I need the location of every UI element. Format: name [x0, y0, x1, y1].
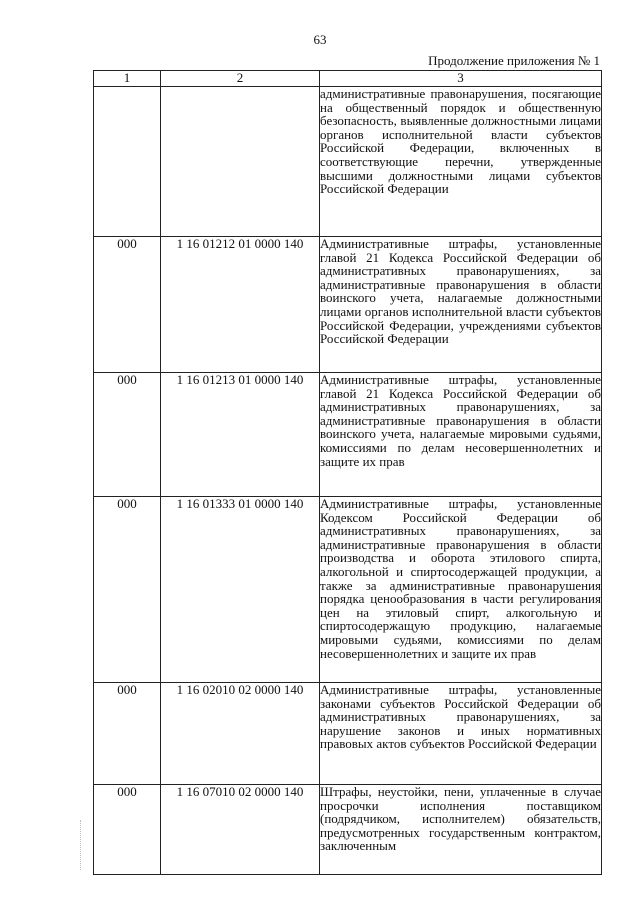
- admin-code-cell: 000: [94, 237, 161, 373]
- budget-code-cell: 1 16 01212 01 0000 140: [161, 237, 320, 373]
- budget-code-cell: [161, 87, 320, 237]
- table-row: [94, 87, 602, 237]
- table-row: [94, 683, 602, 785]
- column-header-3: 3: [320, 71, 602, 87]
- table-row: [94, 497, 602, 683]
- table-row: [94, 785, 602, 875]
- revenue-name-cell: Административные штрафы, установленные главой 21 Кодекса Российской Федерации об административных правонарушениях, за административные правонарушения в области воинского учета, налагаемые мировыми судьями, комиссиями по делам несовершеннолетних и защите их прав: [320, 373, 602, 497]
- revenue-name-cell: административные правонарушения, посягающие на общественный порядок и общественную безопасность, выявленные должностными лицами органов исполнительной власти субъектов Российской Федерации, включенных в соответствующие перечни, утвержденные высшими должностными лицами субъектов Российской Федерации: [320, 87, 602, 237]
- column-header-2: 2: [161, 71, 320, 87]
- admin-code-cell: [94, 87, 161, 237]
- column-header-1: 1: [94, 71, 161, 87]
- budget-code-cell: 1 16 01213 01 0000 140: [161, 373, 320, 497]
- budget-codes-table: [93, 70, 602, 875]
- admin-code-cell: 000: [94, 373, 161, 497]
- budget-code-cell: 1 16 02010 02 0000 140: [161, 683, 320, 785]
- revenue-name-cell: Административные штрафы, установленные законами субъектов Российской Федерации об административных правонарушениях, за нарушение законов и иных нормативных правовых актов субъектов Российской Федерации: [320, 683, 602, 785]
- revenue-name-cell: Административные штрафы, установленные Кодексом Российской Федерации об административных правонарушениях, за административные правонарушения в области производства и оборота этилового спирта, алкогольной и спиртосодержащей продукции, а также за административные правонарушения порядка ценообразования в части регулирования цен на этиловый спирт, алкогольную и спиртосодержащую продукцию, налагаемые мировыми судьями, комиссиями по делам несовершеннолетних и защите их прав: [320, 497, 602, 683]
- admin-code-cell: 000: [94, 497, 161, 683]
- budget-code-cell: 1 16 07010 02 0000 140: [161, 785, 320, 875]
- revenue-name-cell: Штрафы, неустойки, пени, уплаченные в случае просрочки исполнения поставщиком (подрядчиком, исполнителем) обязательств, предусмотренных государственным контрактом, заключенным: [320, 785, 602, 875]
- table-header-row: [94, 71, 602, 87]
- admin-code-cell: 000: [94, 785, 161, 875]
- table-row: [94, 237, 602, 373]
- binding-margin-mark: [80, 820, 82, 870]
- budget-code-cell: 1 16 01333 01 0000 140: [161, 497, 320, 683]
- admin-code-cell: 000: [94, 683, 161, 785]
- appendix-continuation-label: Продолжение приложения № 1: [428, 53, 600, 68]
- page-number: 63: [313, 32, 327, 47]
- revenue-name-cell: Административные штрафы, установленные главой 21 Кодекса Российской Федерации об административных правонарушениях, за административные правонарушения в области воинского учета, налагаемые должностными лицами органов исполнительной власти субъектов Российской Федерации, учреждениями субъектов Российской Федерации: [320, 237, 602, 373]
- table-row: [94, 373, 602, 497]
